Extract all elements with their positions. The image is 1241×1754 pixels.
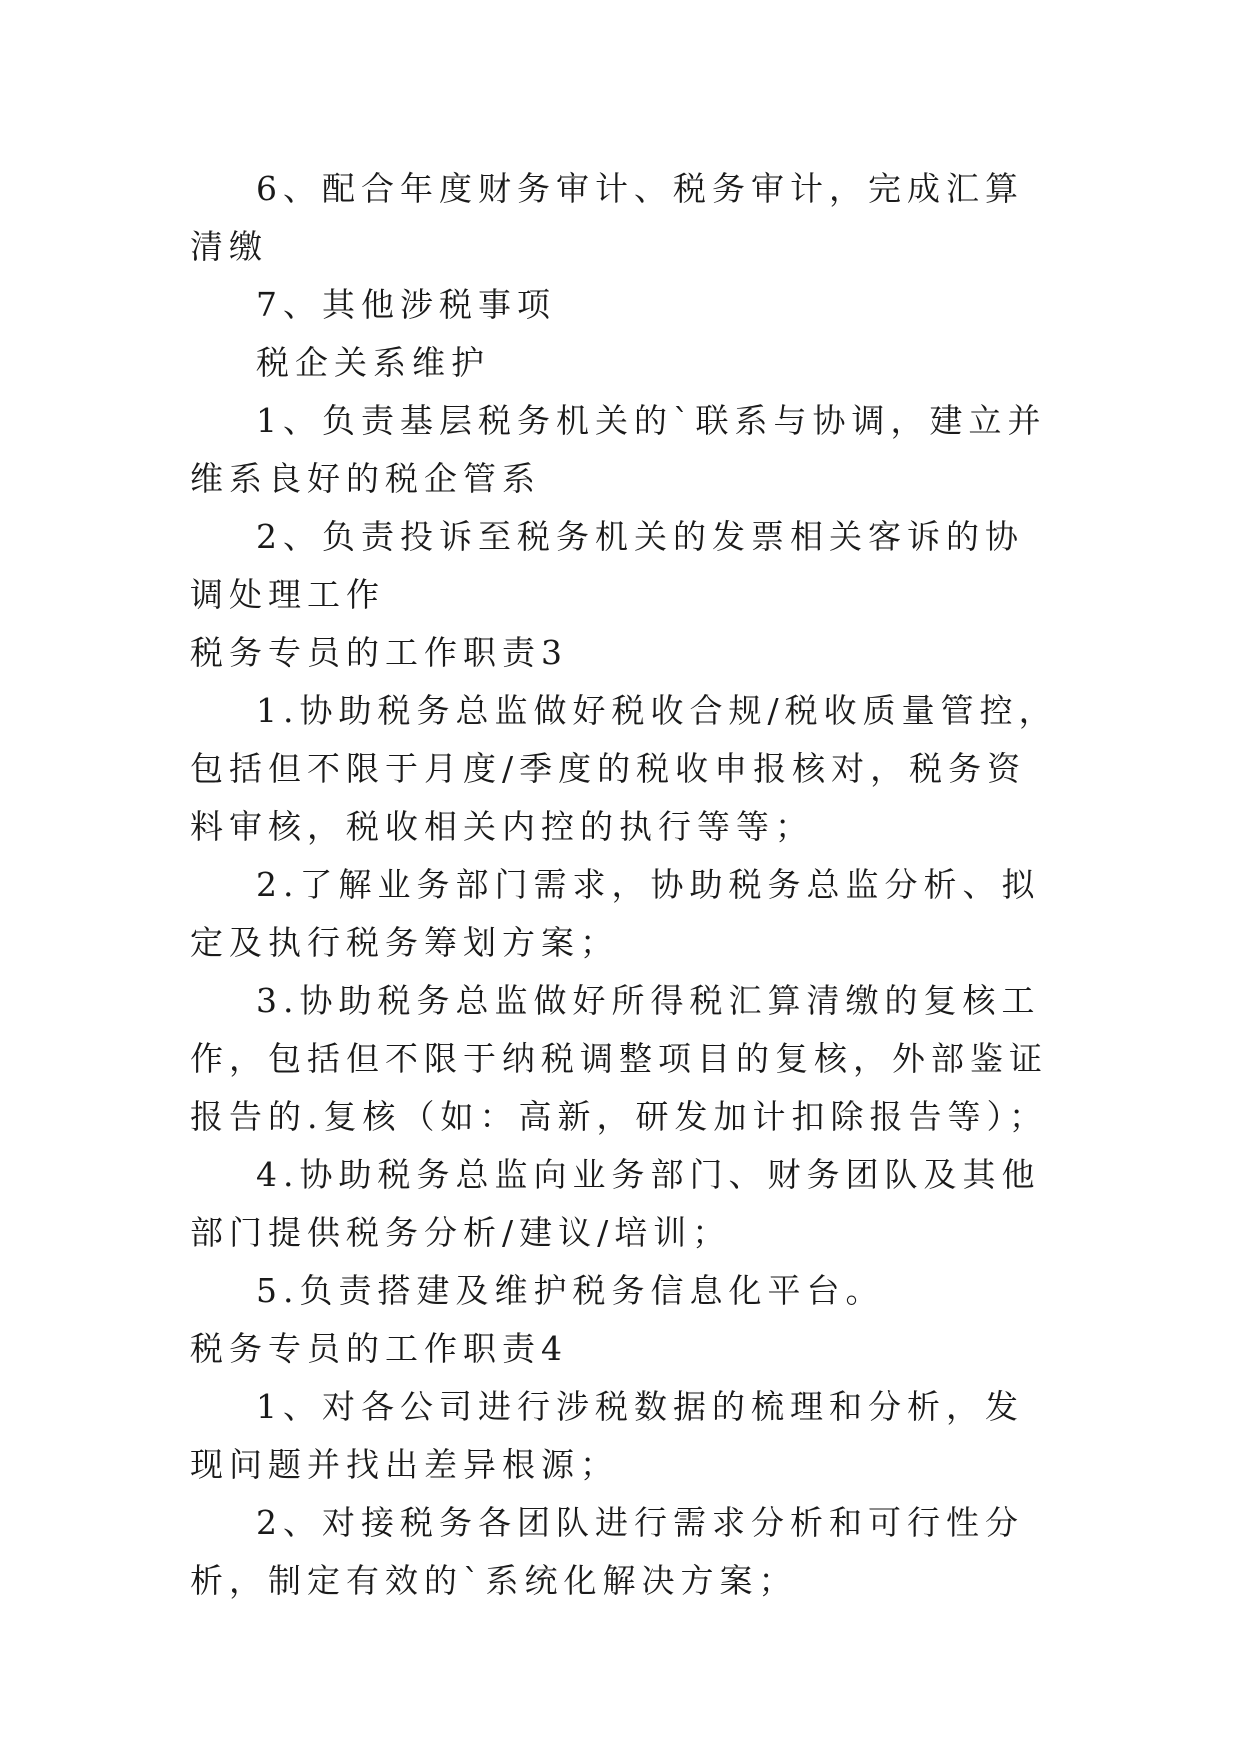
paragraph: 5.负责搭建及维护税务信息化平台。	[256, 1271, 885, 1310]
subsection-title: 税企关系维护	[256, 343, 490, 382]
paragraph: 1、负责基层税务机关的`联系与协调，建立并维系良好的税企管系	[190, 401, 1047, 498]
paragraph: 2、负责投诉至税务机关的发票相关客诉的协调处理工作	[190, 517, 1024, 614]
paragraph: 2、对接税务各团队进行需求分析和可行性分析，制定有效的`系统化解决方案；	[190, 1503, 1024, 1600]
paragraph: 1.协助税务总监做好税收合规/税收质量管控，包括但不限于月度/季度的税收申报核对，税务资料审核，税收相关内控的执行等等；	[190, 691, 1058, 846]
section-heading: 税务专员的工作职责3	[190, 633, 568, 672]
paragraph: 7、其他涉税事项	[256, 285, 556, 324]
document-body	[190, 160, 1060, 1610]
paragraph: 3.协助税务总监做好所得税汇算清缴的复核工作，包括但不限于纳税调整项目的复核，外部鉴证报告的.复核（如：高新，研发加计扣除报告等）；	[190, 981, 1048, 1136]
paragraph: 2.了解业务部门需求，协助税务总监分析、拟定及执行税务筹划方案；	[190, 865, 1041, 962]
paragraph: 1、对各公司进行涉税数据的梳理和分析，发现问题并找出差异根源；	[190, 1387, 1024, 1484]
paragraph: 4.协助税务总监向业务部门、财务团队及其他部门提供税务分析/建议/培训；	[190, 1155, 1041, 1252]
paragraph: 6、配合年度财务审计、税务审计，完成汇算清缴	[190, 169, 1024, 266]
section-heading: 税务专员的工作职责4	[190, 1329, 568, 1368]
